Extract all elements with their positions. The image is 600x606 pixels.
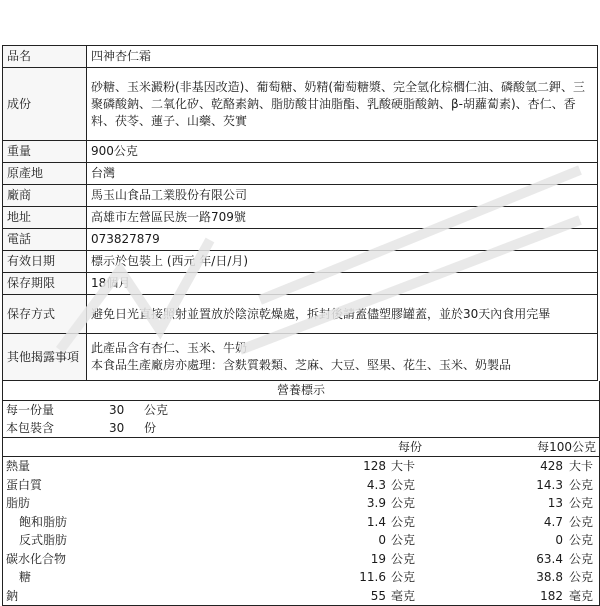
value-expiry-date: 標示於包裝上 (西元 年/日/月) [87, 251, 598, 273]
col-per-serving: 每份 [398, 440, 423, 454]
row-product-name [3, 46, 598, 68]
servings-label: 本包裝含 [6, 421, 55, 435]
row-ingredients [3, 68, 598, 141]
per-serving-unit: 公克 [391, 551, 416, 566]
per-serving-value: 0 [378, 533, 386, 547]
per-serving-unit: 公克 [391, 514, 416, 529]
per-100g-unit: 公克 [569, 551, 594, 566]
value-ingredients: 砂糖、玉米澱粉(非基因改造)、葡萄糖、奶精(葡萄糖漿、完全氫化棕櫚仁油、磷酸氫二鉀、三聚磷酸鈉、二氧化矽、乾酪素鈉、脂肪酸甘油脂酯、乳酸硬脂酸鈉、β-胡蘿蔔素)、杏仁、香料、茯苓、蓮子、山藥、芡實 [87, 68, 598, 141]
nutrition-facts [2, 381, 600, 606]
row-storage [3, 295, 598, 334]
label-expiry-date: 有效日期 [3, 251, 87, 273]
nutrition-row [3, 587, 599, 606]
per-serving-unit: 公克 [391, 477, 416, 492]
nutrient-name: 熱量 [6, 459, 31, 473]
per-serving-unit: 公克 [391, 496, 416, 510]
serving-size-unit: 公克 [144, 403, 169, 417]
nutrition-row [3, 550, 599, 569]
allergen-line: 此產品含有杏仁、玉米、牛奶 [91, 341, 248, 355]
serving-size-value: 30 [109, 403, 125, 417]
per-100g-unit: 公克 [569, 533, 594, 547]
nutrient-name: 飽和脂肪 [19, 514, 68, 529]
value-phone: 073827879 [87, 229, 598, 251]
product-info-table [2, 45, 598, 381]
per-100g-value: 4.7 [543, 514, 563, 529]
nutrition-column-header [3, 438, 599, 457]
servings-row [3, 419, 599, 438]
per-serving-value: 3.9 [366, 496, 386, 510]
row-weight [3, 141, 598, 163]
per-serving-value: 19 [370, 551, 386, 566]
nutrient-name: 蛋白質 [6, 477, 43, 492]
nutrition-row [3, 513, 599, 532]
row-origin [3, 163, 598, 185]
per-100g-unit: 大卡 [569, 459, 594, 473]
per-serving-unit: 公克 [391, 570, 416, 584]
nutrition-row [3, 476, 599, 495]
per-100g-unit: 公克 [569, 514, 594, 529]
nutrition-row [3, 494, 599, 513]
value-other-disclosures [87, 334, 598, 381]
per-serving-value: 55 [370, 588, 386, 603]
per-serving-value: 128 [363, 459, 386, 473]
label-shelf-life: 保存期限 [3, 273, 87, 295]
serving-size-label: 每一份量 [6, 403, 55, 417]
label-ingredients: 成份 [3, 68, 87, 141]
servings-value: 30 [109, 421, 125, 435]
serving-size-row [3, 401, 599, 419]
nutrient-name: 脂肪 [6, 496, 31, 510]
value-manufacturer: 馬玉山食品工業股份有限公司 [87, 185, 598, 207]
label-storage: 保存方式 [3, 295, 87, 334]
facility-line: 本食品生產廠房亦處理：含麩質穀類、芝麻、大豆、堅果、花生、玉米、奶製品 [91, 358, 512, 372]
label-address: 地址 [3, 207, 87, 229]
per-100g-value: 182 [540, 588, 563, 603]
value-weight: 900公克 [87, 141, 598, 163]
per-100g-unit: 公克 [569, 570, 594, 584]
per-100g-value: 38.8 [536, 570, 563, 584]
per-100g-value: 0 [555, 533, 563, 547]
value-storage: 避免日光直接照射並置放於陰涼乾燥處，拆封後請蓋儘塑膠罐蓋，並於30天內食用完畢 [87, 295, 598, 334]
nutrition-row [3, 568, 599, 587]
value-shelf-life: 18個月 [87, 273, 598, 295]
nutrient-name: 糖 [19, 570, 32, 584]
nutrition-row [3, 531, 599, 550]
product-sheet [2, 45, 598, 606]
nutrition-row [3, 457, 599, 476]
nutrient-name: 鈉 [6, 588, 19, 603]
per-serving-unit: 公克 [391, 533, 416, 547]
row-address [3, 207, 598, 229]
value-origin: 台灣 [87, 163, 598, 185]
value-product-name: 四神杏仁霜 [87, 46, 598, 68]
per-serving-unit: 大卡 [391, 459, 416, 473]
row-phone [3, 229, 598, 251]
label-other-disclosures: 其他揭露事項 [3, 334, 87, 381]
per-100g-unit: 公克 [569, 496, 594, 510]
row-other-disclosures [3, 334, 598, 381]
servings-unit: 份 [144, 421, 157, 435]
label-origin: 原產地 [3, 163, 87, 185]
label-product-name: 品名 [3, 46, 87, 68]
label-weight: 重量 [3, 141, 87, 163]
per-100g-value: 428 [540, 459, 563, 473]
per-serving-value: 4.3 [366, 477, 386, 492]
per-100g-value: 14.3 [536, 477, 563, 492]
label-phone: 電話 [3, 229, 87, 251]
row-manufacturer [3, 185, 598, 207]
nutrition-rows [3, 457, 599, 605]
per-serving-unit: 毫克 [391, 588, 416, 603]
per-100g-unit: 公克 [569, 477, 594, 492]
per-100g-unit: 毫克 [569, 588, 594, 603]
col-per-100g: 每100公克 [537, 440, 596, 454]
nutrient-name: 碳水化合物 [6, 551, 67, 566]
label-manufacturer: 廠商 [3, 185, 87, 207]
per-100g-value: 63.4 [536, 551, 563, 566]
per-serving-value: 11.6 [359, 570, 386, 584]
nutrition-title: 營養標示 [3, 381, 599, 401]
value-address: 高雄市左營區民族一路709號 [87, 207, 598, 229]
per-100g-value: 13 [547, 496, 563, 510]
row-shelf-life [3, 273, 598, 295]
row-expiry-date [3, 251, 598, 273]
nutrient-name: 反式脂肪 [19, 533, 68, 547]
per-serving-value: 1.4 [366, 514, 386, 529]
